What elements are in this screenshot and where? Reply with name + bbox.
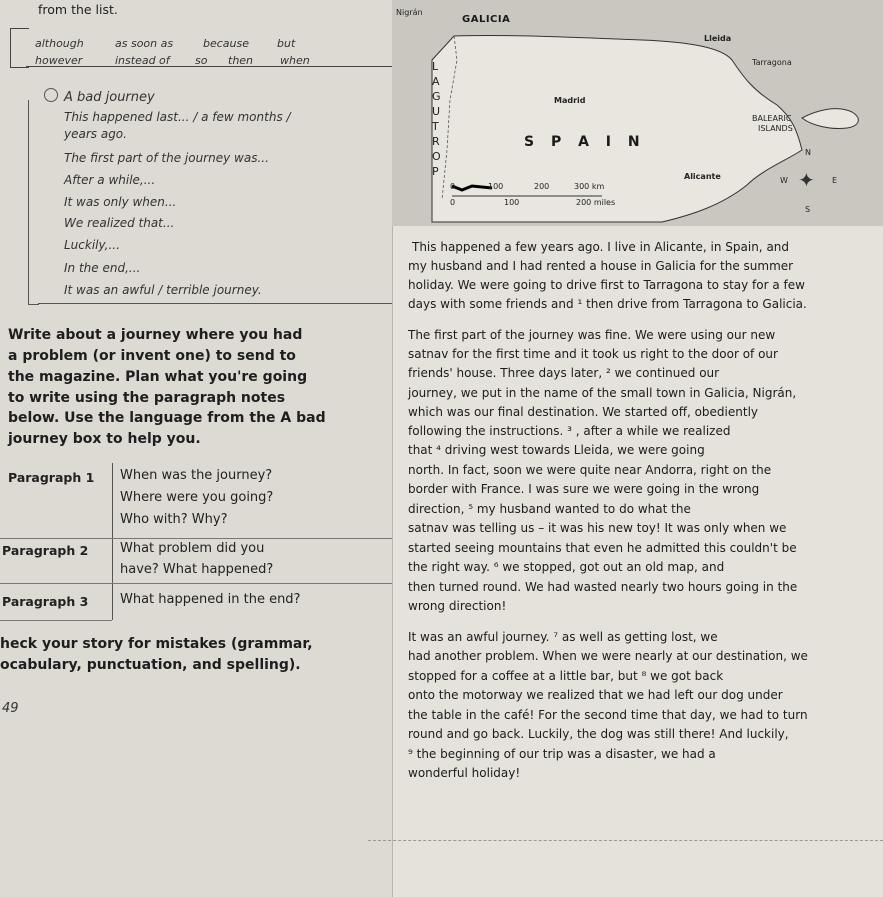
box-line: This happened last... / a few months / xyxy=(64,110,291,124)
box-line: We realized that... xyxy=(64,216,175,230)
paragraph-2-label: Paragraph 2 xyxy=(2,543,89,558)
story-line: This happened a few years ago. I live in Alicante, in Spain, and xyxy=(412,240,790,254)
connector-word: although xyxy=(35,37,84,50)
map-label-portugal-letter: P xyxy=(432,165,439,178)
table-rule xyxy=(0,538,392,539)
story-line: stopped for a coffee at a little bar, but ⁸ we got back xyxy=(408,669,724,683)
compass-label: W xyxy=(780,176,788,185)
box-title: A bad journey xyxy=(64,90,155,105)
box-line: It was only when... xyxy=(64,195,177,209)
box-corner-icon xyxy=(44,88,58,102)
paragraph-1-label: Paragraph 1 xyxy=(8,470,95,485)
map-label-portugal-letter: O xyxy=(432,150,441,163)
story-line: the table in the café! For the second time that day, we had to turn xyxy=(408,708,808,722)
paragraph-3-question: What happened in the end? xyxy=(120,592,301,607)
story-line: that ⁴ driving west towards Lleida, we were going xyxy=(408,443,705,457)
story-line: started seeing mountains that even he admitted this couldn't be xyxy=(408,541,797,555)
story-line: north. In fact, soon we were quite near Andorra, right on the xyxy=(408,463,772,477)
check-line: heck your story for mistakes (grammar, xyxy=(0,636,313,652)
task-line: Write about a journey where you had xyxy=(8,327,303,343)
map-illustration xyxy=(392,0,883,226)
map-label-portugal-letter: L xyxy=(432,60,439,73)
compass-label: S xyxy=(805,205,811,214)
map-label-portugal-letter: G xyxy=(432,90,441,103)
box-line: years ago. xyxy=(64,127,127,141)
story-line: direction, ⁵ my husband wanted to do what the xyxy=(408,502,691,516)
box-line: The first part of the journey was... xyxy=(64,151,269,165)
spain-map xyxy=(392,0,883,226)
story-line: border with France. I was sure we were going in the wrong xyxy=(408,482,760,496)
story-line: following the instructions. ³ , after a while we realized xyxy=(408,424,731,438)
task-line: journey box to help you. xyxy=(8,431,201,447)
task-line: below. Use the language from the A bad xyxy=(8,410,326,426)
map-scale-mi: 0 xyxy=(450,198,456,207)
box-edge xyxy=(28,100,39,305)
connector-word: when xyxy=(280,54,310,67)
map-label-portugal-letter: R xyxy=(432,135,440,148)
connector-word: however xyxy=(35,54,83,67)
box-line: It was an awful / terrible journey. xyxy=(64,283,262,297)
task-line: to write using the paragraph notes xyxy=(8,390,286,406)
check-line: ocabulary, punctuation, and spelling). xyxy=(0,657,301,673)
map-scale-km: 200 xyxy=(534,182,550,191)
connector-word: then xyxy=(228,54,254,67)
story-line: satnav was telling us – it was his new toy! It was only when we xyxy=(408,521,787,535)
map-label-nigran: Nigrán xyxy=(396,8,423,17)
page-bottom-rule xyxy=(368,840,883,841)
map-label-portugal-letter: U xyxy=(432,105,441,118)
connector-word: as soon as xyxy=(115,37,174,50)
map-scale-mi: 200 miles xyxy=(576,198,616,207)
story-line: had another problem. When we were nearly at our destination, we xyxy=(408,649,808,663)
paragraph-1-question: Where were you going? xyxy=(120,490,274,505)
map-label-islands: ISLANDS xyxy=(758,124,793,133)
task-line: the magazine. Plan what you're going xyxy=(8,369,308,385)
left-column xyxy=(0,0,392,897)
map-label-lleida: Lleida xyxy=(704,34,732,43)
paragraph-1-question: Who with? Why? xyxy=(120,512,228,527)
table-rule xyxy=(0,620,112,621)
map-scale-km: 0 xyxy=(450,182,456,191)
paragraph-3-label: Paragraph 3 xyxy=(2,594,89,609)
story-line: journey, we put in the name of the small town in Galicia, Nigrán, xyxy=(408,386,797,400)
story-line: wonderful holiday! xyxy=(408,766,521,780)
story-line: satnav for the first time and it took us right to the door of our xyxy=(408,347,778,361)
map-scale-mi: 100 xyxy=(504,198,520,207)
box-line: After a while,... xyxy=(64,173,156,187)
compass-label: N xyxy=(805,148,811,157)
map-label-portugal-letter: A xyxy=(432,75,440,88)
map-scale-km: 100 xyxy=(488,182,504,191)
task-line: a problem (or invent one) to send to xyxy=(8,348,296,364)
story-line: wrong direction! xyxy=(408,599,507,613)
box-bottom-rule xyxy=(38,303,392,304)
compass-label: E xyxy=(832,176,838,185)
connector-word: so xyxy=(195,54,208,67)
table-divider xyxy=(112,463,113,620)
map-label-tarragona: Tarragona xyxy=(752,58,792,67)
story-line: It was an awful journey. ⁷ as well as getting lost, we xyxy=(408,630,718,644)
connector-word: instead of xyxy=(115,54,170,67)
column-divider xyxy=(392,226,393,897)
box-line: Luckily,... xyxy=(64,238,120,252)
connector-word: because xyxy=(203,37,250,50)
story-line: ⁹ the beginning of our trip was a disaster, we had a xyxy=(408,747,716,761)
map-label-spain: S P A I N xyxy=(524,134,646,150)
map-label-madrid: Madrid xyxy=(554,96,586,105)
map-scale-km: 300 km xyxy=(574,182,605,191)
story-line: onto the motorway we realized that we had left our dog under xyxy=(408,688,783,702)
paragraph-1-question: When was the journey? xyxy=(120,468,273,483)
map-label-alicante: Alicante xyxy=(684,172,721,181)
intro-text: from the list. xyxy=(38,2,118,17)
story-line: The first part of the journey was fine. We were using our new xyxy=(408,328,776,342)
paragraph-2-question: have? What happened? xyxy=(120,562,274,577)
page-number: 49 xyxy=(2,701,19,716)
story-line: which was our final destination. We started off, obediently xyxy=(408,405,759,419)
story-line: round and go back. Luckily, the dog was still there! And luckily, xyxy=(408,727,789,741)
map-label-galicia: GALICIA xyxy=(462,14,511,25)
paragraph-2-question: What problem did you xyxy=(120,541,265,556)
table-rule xyxy=(0,583,392,584)
story-line: days with some friends and ¹ then drive from Tarragona to Galicia. xyxy=(408,297,807,311)
connector-word: but xyxy=(277,37,296,50)
map-label-balearic: BALEARIC xyxy=(752,114,792,123)
box-line: In the end,... xyxy=(64,261,141,275)
map-label-portugal-letter: T xyxy=(432,120,439,133)
story-line: holiday. We were going to drive first to Tarragona to stay for a few xyxy=(408,278,805,292)
compass-star-icon: ✦ xyxy=(798,168,815,192)
story-line: then turned round. We had wasted nearly two hours going in the xyxy=(408,580,798,594)
story-line: friends' house. Three days later, ² we continued our xyxy=(408,366,720,380)
story-line: my husband and I had rented a house in Galicia for the summer xyxy=(408,259,794,273)
connector-box-edge xyxy=(10,28,29,68)
story-line: the right way. ⁶ we stopped, got out an old map, and xyxy=(408,560,725,574)
